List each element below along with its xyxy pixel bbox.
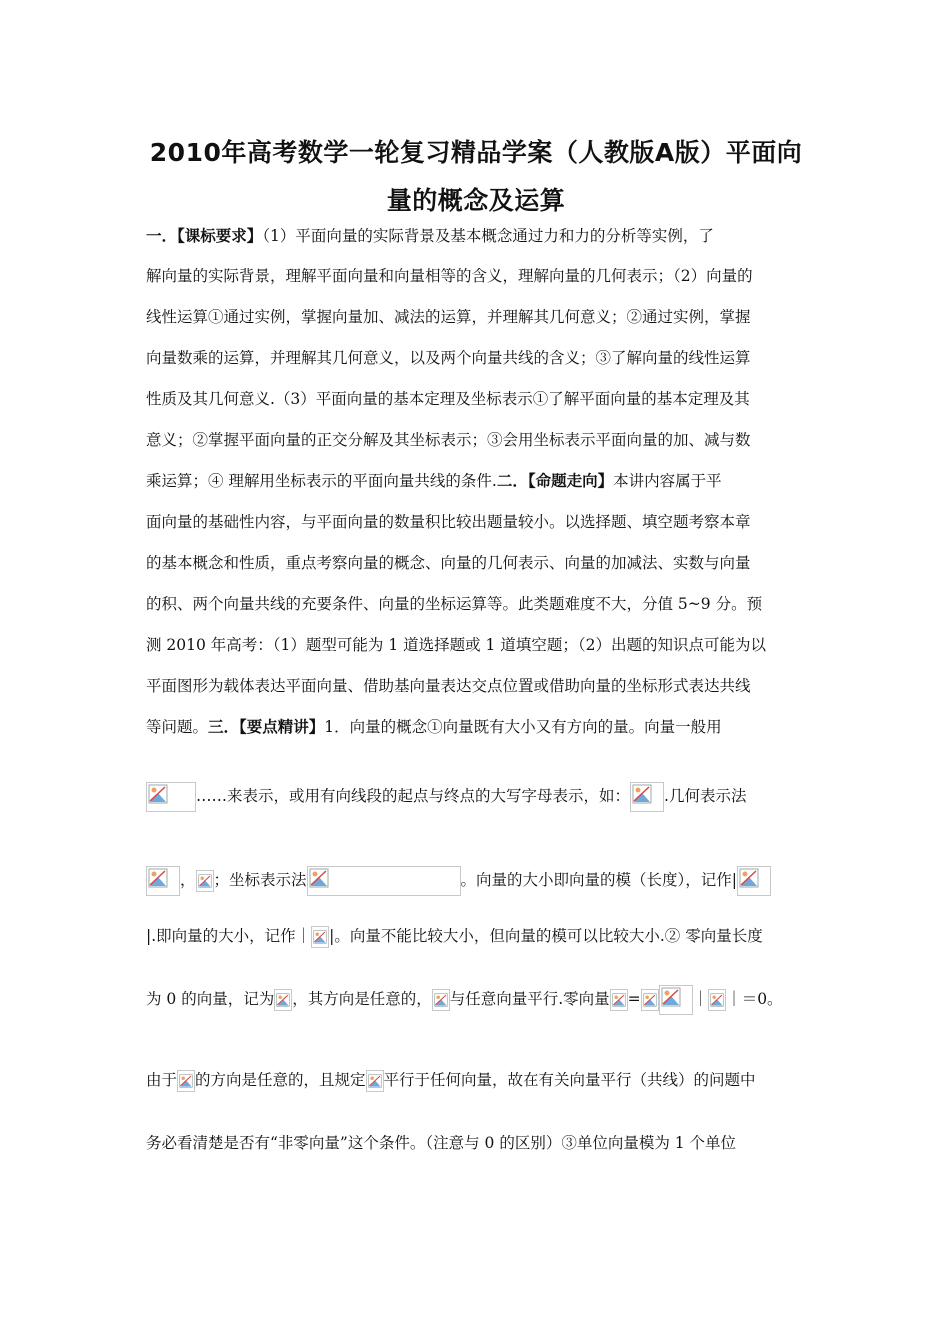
broken-image-icon	[146, 782, 196, 812]
section-heading-trend: 二．【命题走向】	[496, 472, 614, 490]
section-heading-key-points: 三．【要点精讲】	[208, 718, 325, 736]
title-line-2: 量的概念及运算	[386, 186, 566, 215]
broken-image-icon	[659, 985, 693, 1015]
title-line-1: 2010年高考数学一轮复习精品学案（人教版A版）平面向	[149, 138, 803, 167]
broken-image-icon	[311, 926, 329, 948]
text-line: 线性运算①通过实例，掌握向量加、减法的运算，并理解其几何意义；②通过实例，掌握	[146, 308, 751, 326]
text-line: 解向量的实际背景，理解平面向量和向量相等的含义，理解向量的几何表示；（2）向量的	[146, 267, 753, 285]
text-line: 由于 的方向是任意的，且规定 平行于任何向量，故在有关向量平行（共线）的问题中	[146, 1068, 810, 1092]
broken-image-icon	[146, 866, 180, 896]
text-line: 性质及其几何意义.（3）平面向量的基本定理及坐标表示①了解平面向量的基本定理及其	[146, 390, 750, 408]
section-heading-requirements: 一．【课标要求】	[146, 227, 263, 245]
text-line: 为 0 的向量，记为 ，其方向是任意的， 与任意向量平行.零向量 = ｜ ｜＝0。	[146, 985, 810, 1015]
broken-image-icon	[307, 866, 461, 896]
text-line: 意义；②掌握平面向量的正交分解及其坐标表示；③会用坐标表示平面向量的加、减与数	[146, 431, 751, 449]
broken-image-icon	[366, 1070, 384, 1092]
broken-image-icon	[432, 989, 450, 1011]
text-line: 务必看清楚是否有“非零向量”这个条件。（注意与 0 的区别）③单位向量模为 1 个单位	[146, 1134, 737, 1152]
text-line: 乘运算；④ 理解用坐标表示的平面向量共线的条件.二．【命题走向】本讲内容属于平	[146, 472, 722, 490]
text-line: 平面图形为载体表达平面向量、借助基向量表达交点位置或借助向量的坐标形式表达共线	[146, 677, 751, 695]
broken-image-icon	[641, 989, 659, 1011]
text-line: 面向量的基础性内容，与平面向量的数量积比较出题量较小。以选择题、填空题考察本章	[146, 513, 751, 531]
text-line: 测 2010 年高考：（1）题型可能为 1 道选择题或 1 道填空题；（2）出题的知识点可能为以	[146, 636, 766, 654]
broken-image-icon	[196, 870, 214, 892]
text-line: 的基本概念和性质，重点考察向量的概念、向量的几何表示、向量的加减法、实数与向量	[146, 554, 751, 572]
broken-image-icon	[610, 989, 628, 1011]
text-line: 的积、两个向量共线的充要条件、向量的坐标运算等。此类题难度不大，分值 5~9 分。预	[146, 595, 763, 613]
text-line: ， ；坐标表示法 。向量的大小即向量的模（长度），记作|	[146, 866, 810, 896]
broken-image-icon	[737, 866, 771, 896]
text-line: 一．【课标要求】（1）平面向量的实际背景及基本概念通过力和力的分析等实例，了	[146, 227, 714, 245]
broken-image-icon	[274, 989, 292, 1011]
broken-image-icon	[177, 1070, 195, 1092]
broken-image-icon	[630, 782, 664, 812]
text-line: 向量数乘的运算，并理解其几何意义，以及两个向量共线的含义；③了解向量的线性运算	[146, 349, 751, 367]
text-line: |.即向量的大小，记作｜ |。向量不能比较大小，但向量的模可以比较大小.② 零向量长度	[146, 924, 810, 948]
broken-image-icon	[708, 989, 726, 1011]
text-line: 等问题。三．【要点精讲】1．向量的概念①向量既有大小又有方向的量。向量一般用	[146, 718, 722, 736]
text-line: ……来表示，或用有向线段的起点与终点的大写字母表示，如： .几何表示法	[146, 782, 810, 812]
